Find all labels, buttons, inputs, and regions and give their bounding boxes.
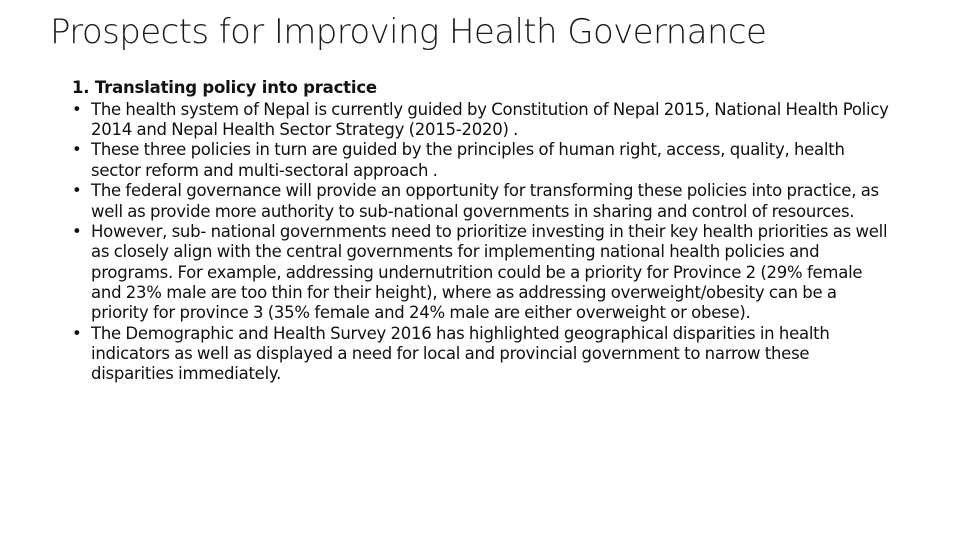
bullet-text: The Demographic and Health Survey 2016 has highlighted geographical disparities in health indicators as well as displayed a need for local and provincial government to narrow these disparities immediately. — [91, 323, 830, 384]
bullet-item — [72, 181, 892, 221]
bullet-list — [72, 100, 892, 385]
bullet-dot-icon: • — [72, 140, 82, 160]
bullet-item — [72, 324, 892, 385]
bullet-dot-icon: • — [72, 222, 82, 242]
bullet-text: The health system of Nepal is currently guided by Constitution of Nepal 2015, National Health Policy 2014 and Nepal Health Sector Strategy (2015-2020) . — [91, 99, 889, 139]
bullet-dot-icon: • — [72, 323, 82, 343]
bullet-item — [72, 140, 892, 180]
bullet-item — [72, 222, 892, 323]
bullet-dot-icon: • — [72, 99, 82, 119]
section-heading: 1. Translating policy into practice — [72, 78, 377, 97]
bullet-dot-icon: • — [72, 181, 82, 201]
bullet-text: However, sub- national governments need to prioritize investing in their key health priorities as well as closely align with the central governments for implementing national health policies and programs. For example, addressing undernutrition could be a priority for Province 2 (29% female and 23% male are too thin for their height), where as addressing overweight/obesity can be a priority for province 3 (35% female and 24% male are either overweight or obese). — [91, 222, 888, 323]
bullet-text: These three policies in turn are guided by the principles of human right, access, quality, health sector reform and multi-sectoral approach . — [91, 140, 845, 180]
bullet-item — [72, 100, 892, 140]
bullet-text: The federal governance will provide an opportunity for transforming these policies into practice, as well as provide more authority to sub-national governments in sharing and control of resources. — [91, 181, 879, 221]
slide-content — [72, 77, 892, 384]
slide-title: Prospects for Improving Health Governance — [50, 12, 767, 52]
